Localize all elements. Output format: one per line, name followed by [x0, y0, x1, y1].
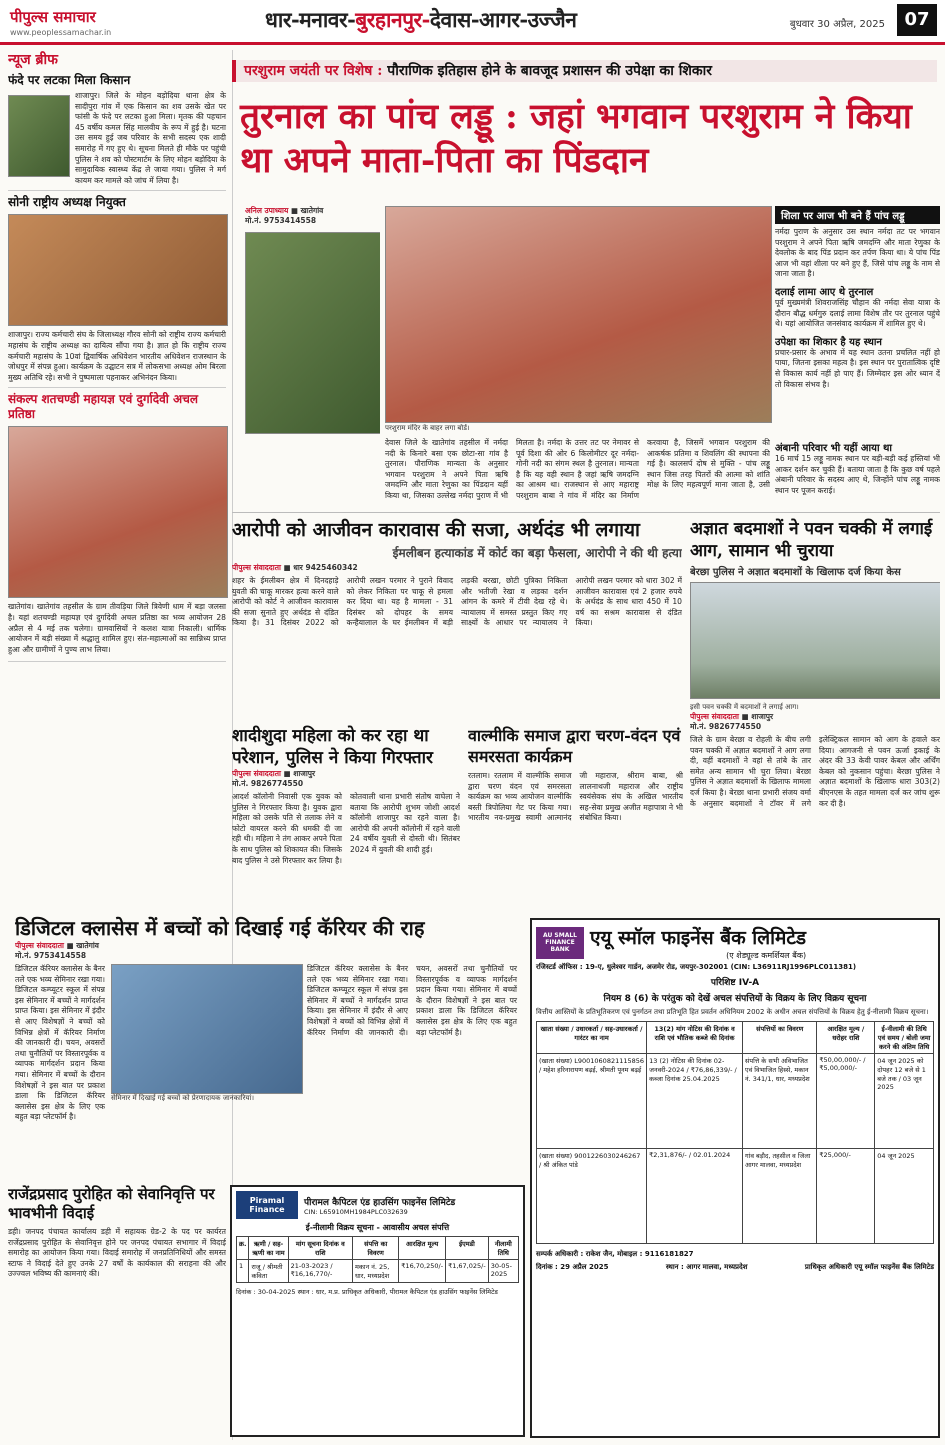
- edition-date: बुधवार 30 अप्रैल, 2025: [789, 19, 885, 30]
- au-td: 04 जून 2025 को दोपहर 12 बजे से 1 बजे तक / 03 जून 2025: [875, 1053, 934, 1148]
- au-td: गांव बड़ौद, तहसील व जिला आगर मालवा, मध्यप्रदेश: [742, 1148, 816, 1243]
- au-notice-title: नियम 8 (6) के परंतुक को देखें अचल संपत्तियों के विक्रय के लिए विक्रय सूचना: [603, 994, 867, 1004]
- harassment-byline: पीपुल्स संवाददाता ■ शाजापुर: [232, 769, 316, 778]
- au-title: एयू स्मॉल फाइनेंस बैंक लिमिटेड: [590, 927, 807, 949]
- piramal-table: [236, 1236, 519, 1283]
- harassment-story: [232, 725, 460, 910]
- digital-photo-group: [111, 964, 303, 1094]
- region-1: धार-मनावर-: [265, 7, 356, 32]
- life-byline: पीपुल्स संवाददाता ■ धार 9425460342: [232, 563, 358, 572]
- digital-author: पीपुल्स संवाददाता: [15, 941, 64, 950]
- piramal-th: मांग सूचना दिनांक व राशि: [288, 1237, 352, 1260]
- piramal-th: संपत्ति का विवरण: [353, 1237, 399, 1260]
- lead-byline-column: [245, 206, 380, 506]
- au-table: [536, 1021, 934, 1244]
- piramal-td: मकान नं. 25, धार, मध्यप्रदेश: [353, 1260, 399, 1283]
- valmiki-headline: वाल्मीकि समाज द्वारा चरण-वंदन एवं समरसता कार्यक्रम: [468, 726, 681, 766]
- au-th: 13(2) मांग नोटिस की दिनांक व राशि एवं भौतिक कब्जे की दिनांक: [647, 1021, 743, 1053]
- digital-classes-story: [15, 915, 525, 1180]
- fire-caption: इसी पवन चक्की में बदमाशों ने लगाई आग।: [690, 703, 799, 711]
- fire-mobile: मो.नं. 9826774550: [690, 722, 762, 731]
- newspaper-logo: [10, 6, 180, 36]
- au-td: (खाता संख्या) L9001060821115856 / महेश हरिनारायण बढ़ई, श्रीमती पूनम बढ़ई: [537, 1053, 647, 1148]
- sidebox-body: नर्मदा पुराण के अनुसार उस स्थान नर्मदा तट पर भगवान परशुराम ने अपने पिता ऋषि जमदग्नि और माता रेणुका के देवलोक के बाद पिंड प्रदान कर तर्पण किया था। ये पांच पिंड आज भी वहां शीला पर बने हुए हैं, जिसे पांच लड्डू के नाम से जाना जाता है।: [775, 227, 940, 279]
- piramal-td: राजू / श्रीमती कविता: [249, 1260, 288, 1283]
- table-row: [237, 1260, 519, 1283]
- au-td: ₹2,31,876/- / 02.01.2024: [647, 1148, 743, 1243]
- au-footer: [536, 1263, 934, 1272]
- brief-headline-3: संकल्प शतचण्डी महायज्ञ एवं दुर्गादेवी अचल प्रतिष्ठा: [8, 392, 198, 422]
- harassment-place: शाजापुर: [293, 769, 316, 778]
- brief-photo-3: [8, 426, 228, 598]
- fire-byline: पीपुल्स संवाददाता ■ शाजापुर: [690, 712, 774, 721]
- brief-body-3: खातेगांव। खातेगांव तहसील के ग्राम तीवड़िया जिले त्रिवेणी धाम में बड़ा जलसा है। यहां शतचण्डी महायज्ञ एवं दुर्गादेवी अचल प्रतिष्ठा का भव्य आयोजन 28 अप्रैल से 4 मई तक चलेगा। ग्रामवासियों ने कलश यात्रा निकाली। धार्मिक आयोजन में बड़ी संख्या में श्रद्धालु शामिल हुए। संत-महात्माओं का सान्निध्य प्राप्त हुआ और ग्रामीणों ने पुण्य लाभ लिया।: [8, 602, 226, 654]
- piramal-td: ₹1,67,025/-: [446, 1260, 489, 1283]
- turbine-fire-story: [690, 518, 940, 913]
- life-place: धार: [293, 563, 303, 572]
- au-th: आरक्षित मूल्य / धरोहर राशि: [817, 1021, 875, 1053]
- fire-author: पीपुल्स संवाददाता: [690, 712, 739, 721]
- lead-kicker: [232, 60, 937, 82]
- piramal-th: नीलामी तिथि: [488, 1237, 518, 1260]
- digital-caption: सेमिनार में दिखाई गई बच्चों को प्रेरणादायक जानकारियां।: [111, 1094, 254, 1102]
- digital-place: खातेगांव: [76, 941, 99, 950]
- au-appendix: परिशिष्ट IV-A: [710, 978, 760, 988]
- piramal-footer: दिनांक : 30-04-2025 स्थान : धार, म.प्र. प्राधिकृत अधिकारी, पीरामल कैपिटल एंड हाउसिंग फाइनेंस लिमिटेड: [236, 1288, 498, 1296]
- sub2-title: उपेक्षा का शिकार है यह स्थान: [775, 336, 882, 348]
- life-headline: आरोपी को आजीवन कारावास की सजा, अर्थदंड भी लगाया: [232, 519, 640, 541]
- brief-headline-2: सोनी राष्ट्रीय अध्यक्ष नियुक्त: [8, 195, 126, 210]
- piramal-td: 30-05-2025: [488, 1260, 518, 1283]
- sub1-body: पूर्व मुख्यमंत्री शिवराजसिंह चौहान की नर्मदा सेवा यात्रा के दौरान बौद्ध धर्मगुरु दलाई लामा विशेष तौर पर तुरनाल पहुंचे थे। यहां आयोजित जनसंवाद कार्यक्रम में शामिल हुए थे।: [775, 297, 940, 329]
- fire-photo-turbines: [690, 582, 940, 699]
- au-th: खाता संख्या / उधारकर्ता / सह-उधारकर्ता / गारंटर का नाम: [537, 1021, 647, 1053]
- digital-mobile: मो.नं. 9753414558: [15, 951, 87, 960]
- brief-headline-1: फंदे पर लटका मिला किसान: [8, 73, 131, 87]
- au-td: ₹50,00,000/- / ₹5,00,000/-: [817, 1053, 875, 1148]
- sub1-title: दलाई लामा आए थे तुरनाल: [775, 286, 874, 298]
- piramal-td: ₹16,70,250/-: [399, 1260, 446, 1283]
- harassment-headline: शादीशुदा महिला को कर रहा था परेशान, पुलिस ने किया गिरफ्तार: [232, 726, 433, 768]
- au-td: संपत्ति के सभी अविभाजित एवं विभाजित हिस्से, मकान नं. 341/1, धार, मध्यप्रदेश: [742, 1053, 816, 1148]
- piramal-logo: Piramal Finance: [236, 1191, 298, 1219]
- digital-body: डिजिटल कॅरियर क्लासेस के बैनर तले एक भव्य सेमिनार रखा गया। डिजिटल कम्प्यूटर स्कूल में संपन्न इस सेमिनार में बच्चों ने मार्गदर्शन प्राप्त किया। इस सेमिनार में इंदौर से आए विशेषज्ञों ने बच्चों को विभिन्न क्षेत्रों में कॅरियर निर्माण की जानकारी दी। चयन, अवसरों तथा चुनौतियों पर विस्तारपूर्वक व व्यापक मार्गदर्शन प्रदान किया गया। सेमिनार में बच्चों के दौरान विशेषज्ञों ने इस बात पर प्रकाश डाला कि डिजिटल कॅरियर क्लासेस इस क्षेत्र के लिए एक बहुत बड़ा प्लेटफॉर्म है।: [307, 964, 517, 1037]
- au-contact: सम्पर्क अधिकारी : राकेश जैन, मोबाइल : 9116181827: [536, 1249, 694, 1258]
- piramal-td: 21-03-2023 / ₹16,16,770/-: [288, 1260, 352, 1283]
- lead-caption-1: परशुराम मंदिर के बाहर लगा बोर्ड।: [385, 424, 470, 432]
- retirement-body: डही। जनपद पंचायत कार्यालय डही में सहायक ग्रेड-2 के पद पर कार्यरत राजेंद्रप्रसाद पुरोहित के सेवानिवृत्त होने पर जनपद पंचायत सभागार में विदाई समारोह का आयोजन किया गया। विदाई समारोह में जनप्रतिनिधियों और समस्त स्टाफ ने विदाई देते हुए उनके 27 वर्षों के कार्यकाल की सराहना की और उज्ज्वल भविष्य की कामनाएं की।: [8, 1227, 226, 1279]
- edition-regions: [265, 6, 576, 34]
- sub3-title: अंबानी परिवार भी यहीं आया था: [775, 443, 892, 454]
- lead-photo-temple: [385, 206, 772, 423]
- table-row: [537, 1148, 934, 1243]
- au-footer-date: दिनांक : 29 अप्रैल 2025: [536, 1262, 609, 1271]
- lead-mobile: मो.नं. 9753414558: [245, 216, 317, 225]
- au-bank-ad: [530, 918, 940, 1438]
- life-body: शहर के ईमलीबन क्षेत्र में दिनदहाड़े युवती की चाकू मारकर हत्या करने वाले आरोपी को कोर्ट ने आजीवन कारावास की सजा सुनाते हुए अर्थदंड से दंडित किया है। 31 दिसंबर 2022 को आरोपी लखन परमार ने पुराने विवाद को लेकर निकिता पर चाकू से हमला कर दिया था। यह है मामला - 31 दिसंबर को दोपहर के समय कन्हैयालाल के घर ईमलीबन में बड़ी लड़की बरखा, छोटी पुत्रिका निकिता और भतीजी रेखा व लड़का दर्शन आंगन के कमरे में टीवी देख रहे थे। न्यायालय में समस्त प्रस्तुत किए गए साक्ष्यों के आधार पर न्यायालय ने आरोपी लखन परमार को धारा 302 में आजीवन कारावास एवं 2 हजार रुपये के अर्थदंड के साथ धारा 450 में 10 वर्ष का सश्रम कारावास से दंडित किया।: [232, 576, 682, 628]
- brief-body-1: शाजापुर। जिले के मोहन बड़ोदिया थाना क्षेत्र के सादीपुरा गांव में एक किसान का शव उसके खेत पर फांसी के फंदे पर लटका हुआ मिला। मृतक की पहचान 45 वर्षीय कमल सिंह मालवीय के रूप में हुई है। घटना उस समय हुई जब परिवार के सभी सदस्य एक शादी समारोह में गए हुए थे। सूचना मिलते ही मौके पर पहुंची पुलिस ने शव को पोस्टमार्टम के लिए मोहन बड़ोदिया के सामुदायिक स्वास्थ्य केंद्र ले जाया गया। पुलिस ने मर्ग कायम कर मामले को जांच में लिया है।: [75, 91, 226, 185]
- fire-body: जिले के ग्राम बेरछा व रोहली के बीच लगी पवन चक्की में अज्ञात बदमाशों ने आग लगा दी, वहीं बदमाशों ने वहां से तांबे के तार समेत अन्य सामान भी चुरा लिया। बेरछा पुलिस ने अज्ञात बदमाशों के खिलाफ मामला दर्ज किया है। बेरछा थाना प्रभारी संजय वर्मा के अनुसार बदमाशों ने टॉवर में लगे इलेक्ट्रिकल सामान को आग के हवाले कर दिया। आगजनी से पवन ऊर्जा इकाई के अंदर की 33 केवी पावर केबल और अर्थिंग केबल को नुकसान पहुंचा। बेरछा पुलिस ने अज्ञात बदमाशों के खिलाफ धारा 303(2) बीएनएस के तहत मामला दर्ज कर जांच शुरू कर दी है।: [690, 735, 940, 808]
- brand-url: www.peoplessamachar.in: [10, 28, 112, 37]
- lead-author: अनिल उपाध्याय: [245, 206, 289, 215]
- divider: [232, 512, 940, 513]
- retirement-story: [8, 1185, 226, 1435]
- au-footer-sign: प्राधिकृत अधिकारी एयू स्मॉल फाइनेंस बैंक लिमिटेड: [804, 1262, 934, 1271]
- lead-body: देवास जिले के खातेगांव तहसील में नर्मदा नदी के किनारे बसा एक छोटा-सा गांव है तुरनाल। पौराणिक मान्यता के अनुसार भगवान परशुराम ने अपने पिता ऋषि जमदग्नि और माता रेणुका का पिंडदान यहीं किया था, जिसका उल्लेख नर्मदा पुराण में भी मिलता है। नर्मदा के उत्तर तट पर नेमावर से पूर्व दिशा की ओर 6 किलोमीटर दूर नर्मदा-गोनी नदी का संगम स्थल है तुरनाल। मान्यता है कि यह वही स्थान है जहां ऋषि जमदग्नि का आश्रम था। राजस्थान से आए महाराष्ट्र परशुराम बाबा ने गांव में मंदिर का निर्माण करवाया है, जिसमें भगवान परशुराम की आकर्षक प्रतिमा व शिवलिंग की स्थापना की गई है। कालसर्प दोष से मुक्ति - पांच लड्डू स्थान जिस तरह पितरों की आत्मा को शांति मोक्ष के लिए महत्वपूर्ण माना जाता है, उसी: [385, 438, 770, 500]
- au-th: संपत्तियों का विवरण: [742, 1021, 816, 1053]
- valmiki-story: [468, 725, 683, 910]
- section-label: न्यूज ब्रीफ: [8, 52, 58, 68]
- brief-body-2: शाजापुर। राज्य कर्मचारी संघ के जिलाध्यक्ष गौरव सोनी को राष्ट्रीय राज्य कर्मचारी महासंघ के राष्ट्रीय अध्यक्ष का दायित्व सौंपा गया है। ज्ञात हो कि राष्ट्रीय राज्य कर्मचारी महासंघ के 10वां द्विवार्षिक अधिवेशन भारतीय अधिवेशन राजस्थान के जोधपुर में संपन्न हुआ। कार्यक्रम के उद्घाटन सत्र में लोकसभा अध्यक्ष ओम बिरला मुख्य अतिथि रहे। सभी ने पुष्पमाला पहनाकर अभिनंदन किया।: [8, 330, 226, 382]
- kicker-text: पौराणिक इतिहास होने के बावजूद प्रशासन की उपेक्षा का शिकार: [387, 63, 713, 79]
- piramal-td: 1: [237, 1260, 249, 1283]
- life-mobile: 9425460342: [305, 563, 358, 572]
- digital-body-lead: डिजिटल कॅरियर क्लासेस के बैनर तले एक भव्य सेमिनार रखा गया। डिजिटल कम्प्यूटर स्कूल में संपन्न इस सेमिनार में बच्चों ने मार्गदर्शन प्राप्त किया। इस सेमिनार में इंदौर से आए विशेषज्ञों ने बच्चों को विभिन्न क्षेत्रों में कॅरियर निर्माण की जानकारी दी। चयन, अवसरों तथा चुनौतियों पर विस्तारपूर्वक व व्यापक मार्गदर्शन प्रदान किया गया। सेमिनार में बच्चों के दौरान विशेषज्ञों ने इस बात पर प्रकाश डाला कि डिजिटल कॅरियर क्लासेस इस क्षेत्र के लिए एक बहुत बड़ा प्लेटफॉर्म है।: [15, 964, 105, 1122]
- retirement-headline: राजेंद्रप्रसाद पुरोहित को सेवानिवृत्ति पर भावभीनी विदाई: [8, 1185, 215, 1222]
- lead-place: खातेगांव: [300, 206, 324, 215]
- masthead: [0, 0, 945, 45]
- au-td: ₹25,000/-: [817, 1148, 875, 1243]
- harassment-mobile: मो.नं. 9826774550: [232, 779, 304, 788]
- piramal-cin: CIN: L65910MH1984PLC032639: [304, 1207, 408, 1216]
- page-number: 07: [897, 4, 937, 36]
- au-th: ई-नीलामी की तिथि एवं समय / बोली जमा करने की अंतिम तिथि: [875, 1021, 934, 1053]
- harassment-author: पीपुल्स संवाददाता: [232, 769, 281, 778]
- digital-headline: डिजिटल क्लासेस में बच्चों को दिखाई गई कॅरियर की राह: [15, 916, 425, 940]
- life-author: पीपुल्स संवाददाता: [232, 563, 281, 572]
- region-3: देवास-: [429, 7, 480, 32]
- au-td: (खाता संख्या) 9001226030246267 / श्री अंकित पांडे: [537, 1148, 647, 1243]
- sub2-body: प्रचार-प्रसार के अभाव में यह स्थान उतना प्रचलित नहीं हो पाया, जितना इसका महत्व है। इस स्थान पर पुरातात्विक दृष्टि से विकास कार्य नहीं हो पाए हैं। जिम्मेदार इस ओर ध्यान दें तो विकास संभव है।: [775, 347, 940, 389]
- region-4: आगर-उज्जैन: [479, 7, 577, 32]
- fire-subhead: बेरछा पुलिस ने अज्ञात बदमाशों के खिलाफ दर्ज किया केस: [690, 567, 901, 578]
- lead-photo-board: [245, 232, 380, 434]
- life-sentence-story: [232, 518, 682, 718]
- brand-name: पीपुल्स समाचार: [10, 8, 96, 26]
- sidebox-title: शिला पर आज भी बने हैं पांच लड्डू: [775, 206, 940, 224]
- brief-photo-1: [8, 95, 70, 177]
- lead-body-continued: [385, 438, 770, 502]
- life-subhead: ईमलीबन हत्याकांड में कोर्ट का बड़ा फैसला, आरोपी ने की थी हत्या: [392, 546, 682, 560]
- sub3-body: 16 मार्च 15 लड्डू नामक स्थान पर बड़ी-बड़ी कई हस्तियां भी आकर दर्शन कर चुकी हैं। बताया जाता है कि कुछ वर्ष पहले अंबानी परिवार के सदस्य आए थे, जिन्होंने पांच लड्डू नामक स्थान पर पूजन कराई।: [775, 454, 940, 495]
- fire-place: शाजापुर: [751, 712, 774, 721]
- lead-byline: अनिल उपाध्याय ■ खातेगांव: [245, 206, 324, 215]
- brief-photo-2: [8, 214, 228, 326]
- digital-byline: पीपुल्स संवाददाता ■ खातेगांव: [15, 941, 99, 950]
- piramal-th: ऋणी / सह-ऋणी का नाम: [249, 1237, 288, 1260]
- valmiki-body: रतलाम। रतलाम में वाल्मीकि समाज द्वारा चरण वंदन एवं समरसता कार्यक्रम का भव्य आयोजन वाल्मीकि बस्ती त्रिपोलिया गेट पर किया गया। भारतीय नव-प्रमुख स्वामी आत्मानंद जी महाराज, श्रीराम बाबा, श्री लालनाथजी महाराज और राष्ट्रीय स्वयंसेवक संघ के अखिल भारतीय सह-सेवा प्रमुख अजीत महापात्रा ने भी संबोधित किया।: [468, 771, 683, 823]
- au-intro: वित्तीय आस्तियों के प्रतिभूतिकरण एवं पुनर्गठन तथा प्रतिभूति हित प्रवर्तन अधिनियम 2002 के अधीन अचल संपत्तियों के विक्रय हेतु ई-नीलामी विक्रय सूचना।: [536, 1008, 929, 1016]
- lead-headline: तुरनाल का पांच लड्डू : जहां भगवान परशुराम ने किया था अपने माता-पिता का पिंडदान: [240, 96, 912, 181]
- piramal-th: क्र.: [237, 1237, 249, 1260]
- piramal-th: ईएमडी: [446, 1237, 489, 1260]
- piramal-notice: ई-नीलामी विक्रय सूचना - आवासीय अचल संपत्ति: [305, 1223, 450, 1232]
- au-subtitle: (ए शेड्यूल्ड कमर्शियल बैंक): [726, 951, 807, 960]
- au-td: 13 (2) नोटिस की दिनांक 02-जनवरी-2024 / ₹76,86,339/- / कब्जा दिनांक 25.04.2025: [647, 1053, 743, 1148]
- au-address: रजिस्टर्ड ऑफिस : 19-ए, धुलेश्वर गार्डन, अजमेर रोड, जयपुर-302001 (CIN: L36911RJ1996PLC011381): [536, 963, 857, 971]
- piramal-ad: [230, 1185, 525, 1437]
- harassment-body: आदर्श कॉलोनी निवासी एक युवक को पुलिस ने गिरफ्तार किया है। युवक द्वारा महिला को उसके पति से तलाक लेने व फोटो वायरल करने की धमकी दी जा रही थी। महिला ने तंग आकर अपने पिता के साथ पुलिस को शिकायत की। जिसके बाद पुलिस ने उसे गिरफ्तार कर लिया है। कोतवाली थाना प्रभारी संतोष वाघेला ने बताया कि आरोपी शुभम जोशी आदर्श कॉलोनी शाजापुर का रहने वाला है। आरोपी की अपनी कॉलोनी में रहने वाली 24 वर्षीय युवती से दोस्ती थी। सितंबर 2024 में युवती की शादी हुई।: [232, 792, 460, 865]
- table-row: [537, 1053, 934, 1148]
- kicker-label: परशुराम जयंती पर विशेष :: [244, 63, 383, 79]
- piramal-company: पीरामल कैपिटल एंड हाउसिंग फाइनेंस लिमिटेड: [304, 1197, 456, 1208]
- lead-sub3: [775, 440, 940, 506]
- fire-headline: अज्ञात बदमाशों ने पवन चक्की में लगाई आग, सामान भी चुराया: [690, 519, 933, 561]
- region-2: बुरहानपुर-: [355, 7, 430, 32]
- au-footer-place: स्थान : आगर मालवा, मध्यप्रदेश: [665, 1262, 748, 1271]
- au-logo: AU SMALL FINANCE BANK: [536, 927, 584, 959]
- au-td: 04 जून 2025: [875, 1148, 934, 1243]
- piramal-th: आरक्षित मूल्य: [399, 1237, 446, 1260]
